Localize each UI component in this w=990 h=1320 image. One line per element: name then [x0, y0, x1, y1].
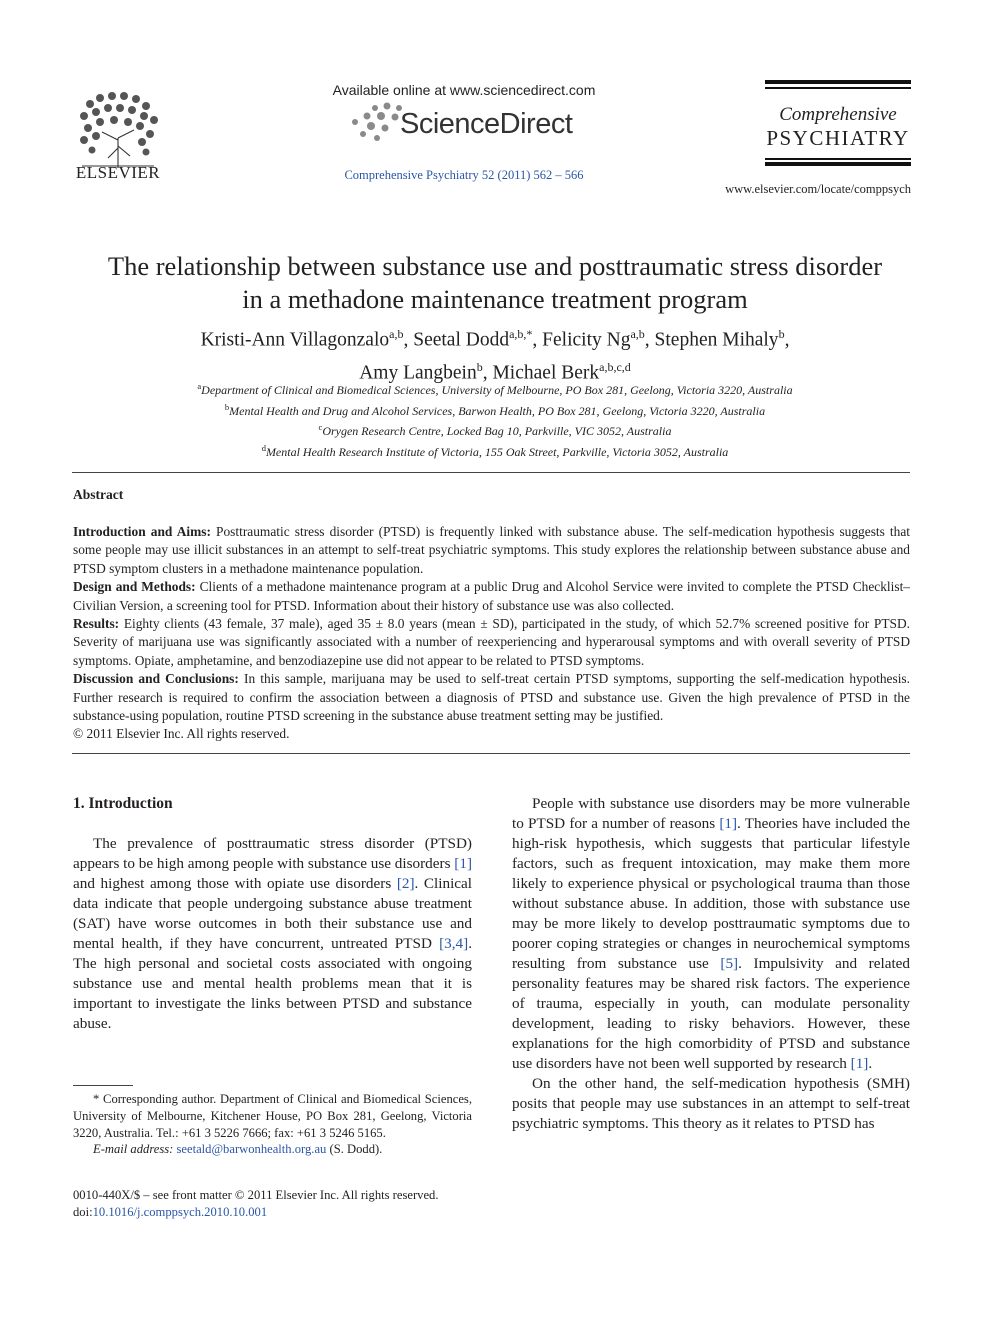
affiliation-text: Orygen Research Centre, Locked Bag 10, Parkville, VIC 3052, Australia	[322, 424, 672, 439]
abstract-section-label: Design and Methods:	[73, 579, 196, 595]
doi-link[interactable]: 10.1016/j.comppsych.2010.10.001	[92, 1204, 268, 1219]
abstract-section	[73, 523, 910, 578]
journal-logo-line1: Comprehensive	[779, 104, 897, 125]
journal-logo-line2: PSYCHIATRY	[766, 126, 910, 150]
affiliation-key: a	[197, 381, 202, 391]
author-name: Felicity Ng	[542, 329, 631, 351]
author-list	[60, 321, 930, 386]
author-separator: ,	[532, 329, 543, 351]
paragraph-text: .	[868, 1055, 873, 1072]
author-separator: ,	[784, 329, 790, 351]
reference-link[interactable]: [1]	[719, 815, 738, 832]
paragraph-text: People with substance use disorders may be more vulnerable to PTSD for a number of reasons	[512, 795, 910, 832]
author-affiliation-marker[interactable]: b	[778, 327, 785, 341]
front-matter-text: 0010-440X/$ – see front matter © 2011 Elsevier Inc. All rights reserved.	[73, 1188, 439, 1202]
left-column	[73, 834, 472, 1034]
abstract-section-label: Results:	[73, 616, 120, 632]
email-suffix: (S. Dodd).	[326, 1142, 383, 1157]
footnote-rule	[73, 1085, 133, 1086]
title-line: in a methadone maintenance treatment program	[242, 284, 748, 314]
journal-logo-rule	[765, 162, 911, 166]
paragraph-text: . Clinical data indicate that people undergoing substance abuse treatment (SAT) have worse outcomes in both their substance use and mental health, if they have concurrent, untreated PTSD	[73, 875, 472, 952]
email-label: E-mail address:	[93, 1142, 174, 1157]
affiliation-text: Mental Health and Drug and Alcohol Services, Barwon Health, PO Box 281, Geelong, Victoria 3220, Australia	[229, 403, 766, 418]
affiliations	[60, 378, 930, 460]
paragraph-text: The prevalence of posttraumatic stress disorder (PTSD) appears to be high among people with substance use disorders	[73, 835, 472, 872]
abstract-section	[73, 615, 910, 670]
front-matter	[73, 1187, 472, 1221]
affiliation-key: d	[261, 442, 266, 453]
affiliation-key: b	[224, 401, 230, 412]
email-line	[73, 1141, 472, 1158]
affiliation	[60, 440, 930, 461]
sciencedirect-wordmark[interactable]: ScienceDirect	[400, 108, 573, 140]
elsevier-wordmark: ELSEVIER	[75, 163, 161, 182]
paragraph-text: . The high personal and societal costs associated with ongoing substance use and mental health problems mean that it is important to investigate the links between PTSD and substance abuse.	[73, 935, 472, 1032]
available-online-text[interactable]: Available online at www.sciencedirect.com	[332, 82, 596, 98]
author-name: Michael Berk	[492, 362, 600, 383]
author-affiliation-marker[interactable]: a,b	[630, 327, 645, 341]
author-separator: ,	[403, 329, 414, 351]
journal-logo-rule	[765, 158, 911, 160]
author-name: Kristi-Ann Villagonzalo	[200, 329, 390, 351]
doi-label: doi:	[73, 1204, 93, 1219]
corresponding-author-note: * Corresponding author. Department of Clinical and Biomedical Sciences, University of Melbourne, Kitchener House, PO Box 281, Geelong, Victoria 3220, Australia. Tel.: +61 3 5226 7666; fax: +61 3 5246 5165.	[73, 1092, 472, 1140]
author-affiliation-marker[interactable]: a,b	[389, 327, 404, 341]
abstract-section	[73, 670, 910, 725]
author-affiliation-marker[interactable]: a,b,c,d	[599, 359, 631, 374]
abstract-section-text: Clients of a methadone maintenance program at a public Drug and Alcohol Service were invited to complete the PTSD Checklist–Civilian Version, a screening tool for PTSD. Information about their history of substance use was also collected.	[73, 579, 911, 613]
affiliation-key: c	[318, 422, 323, 433]
author-separator: ,	[644, 329, 655, 351]
author-separator: ,	[482, 362, 493, 383]
author-name: Amy Langbein	[359, 362, 477, 383]
journal-citation-link[interactable]: Comprehensive Psychiatry 52 (2011) 562 – 566	[344, 168, 584, 182]
footnote	[73, 1091, 472, 1158]
paragraph-text: . Theories have included the high-risk hypothesis, which suggests that particular lifestyle factors, such as frequent intoxication, may make them more likely to experience physical or psychological trauma than those without substance abuse. In addition, those with substance use may be more likely to develop posttraumatic symptoms due to poorer coping strategies or changes in neurochemical symptoms resulting from substance use	[512, 815, 910, 972]
abstract-section	[73, 578, 910, 615]
abstract-copyright: © 2011 Elsevier Inc. All rights reserved.	[73, 726, 290, 742]
journal-logo-rule	[765, 87, 911, 89]
paragraph-text: . Impulsivity and related personality features may be shared risk factors. The experience of trauma, especially in youth, can modulate personality development, leading to risky behaviors. However, these explanations for the high comorbidity of PTSD and substance use disorders have not been well supported by research	[512, 955, 910, 1072]
abstract-section-text: Eighty clients (43 female, 37 male), aged 35 ± 8.0 years (mean ± SD), participated in the study, of which 52.7% screened positive for PTSD. Severity of marijuana use was significantly associated with a number of reexperiencing and hyperarousal symptoms and with overall severity of PTSD symptoms. Opiate, amphetamine, and benzodiazepine use did not appear to be related to PTSD symptoms.	[73, 616, 910, 668]
paragraph	[73, 834, 472, 1034]
email-link[interactable]: seetald@barwonhealth.org.au	[176, 1142, 327, 1157]
author-affiliation-marker[interactable]: b	[476, 359, 483, 374]
title-line: The relationship between substance use and posttraumatic stress disorder	[107, 251, 883, 281]
abstract-section-text: In this sample, marijuana may be used to self-treat certain PTSD symptoms, supporting the self-medication hypothesis. Further research is required to confirm the association between a diagnosis of PTSD and substance use. Given the high prevalence of PTSD in the substance-using population, routine PTSD screening in the substance abuse treatment setting may be justified.	[73, 671, 910, 724]
section-heading: 1. Introduction	[73, 795, 173, 812]
affiliation	[60, 378, 930, 399]
divider	[72, 472, 910, 473]
reference-link[interactable]: [1]	[850, 1055, 869, 1072]
reference-link[interactable]: [2]	[396, 875, 415, 892]
abstract-section-label: Discussion and Conclusions:	[73, 671, 239, 687]
reference-link[interactable]: [5]	[720, 955, 739, 972]
affiliation-text: Department of Clinical and Biomedical Sciences, University of Melbourne, PO Box 281, Geelong, Victoria 3220, Australia	[201, 383, 793, 397]
reference-link[interactable]: [3,4]	[439, 935, 469, 952]
paragraph-text: and highest among those with opiate use disorders	[73, 875, 397, 892]
paragraph-text: On the other hand, the self-medication hypothesis (SMH) posits that people may use substances in an attempt to self-treat psychiatric symptoms. This theory as it relates to PTSD has	[512, 1075, 910, 1132]
author-name: Seetal Dodd	[413, 329, 510, 351]
affiliation	[60, 399, 930, 420]
author-line	[60, 321, 930, 354]
paragraph	[512, 1074, 910, 1134]
affiliation-text: Mental Health Research Institute of Victoria, 155 Oak Street, Parkville, Victoria 3052, Australia	[265, 444, 729, 459]
affiliation	[60, 419, 930, 440]
paragraph	[512, 794, 910, 1074]
reference-link[interactable]: [1]	[454, 855, 473, 872]
abstract-section-text: Posttraumatic stress disorder (PTSD) is frequently linked with substance abuse. The self-medication hypothesis suggests that some people may use illicit substances in an attempt to self-treat psychiatric symptoms. This study explores the relationship between substance abuse and PTSD symptom clusters in a methadone maintenance population.	[73, 524, 911, 576]
article-title	[60, 250, 930, 316]
journal-homepage-link[interactable]: www.elsevier.com/locate/comppsych	[725, 182, 911, 196]
divider	[72, 753, 910, 754]
doi-line	[73, 1204, 472, 1221]
abstract-section-label: Introduction and Aims:	[73, 524, 211, 539]
abstract-body	[73, 523, 910, 744]
author-affiliation-marker[interactable]: a,b,*	[509, 327, 533, 341]
abstract-heading: Abstract	[73, 487, 124, 502]
journal-logo-rule	[765, 80, 911, 84]
author-name: Stephen Mihaly	[654, 329, 779, 351]
right-column	[512, 794, 910, 1134]
